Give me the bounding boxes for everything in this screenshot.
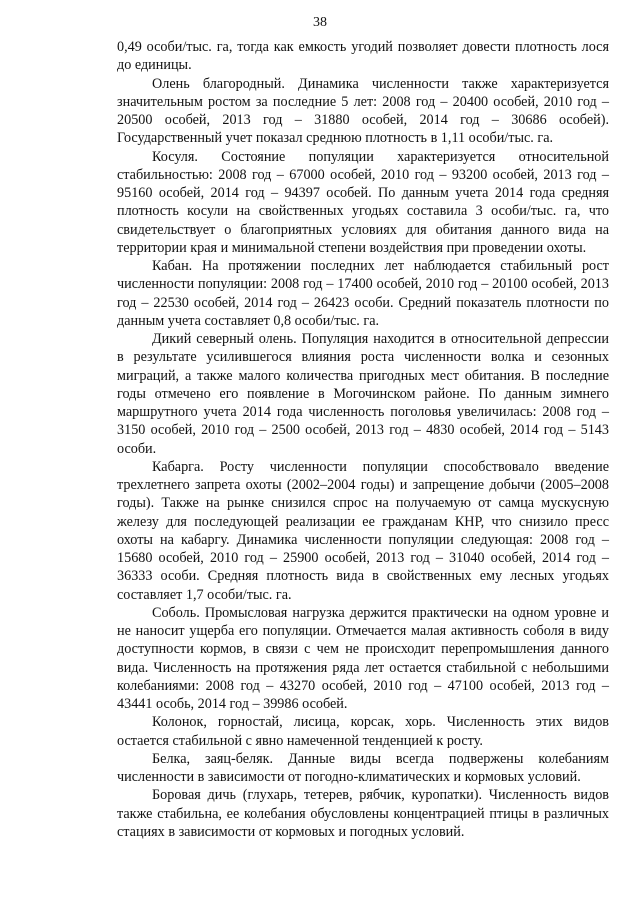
- paragraph-upland-game: Боровая дичь (глухарь, тетерев, рябчик, куропатки). Численность видов также стабильна, ее колебания обусловлены концентрацией птицы в различных стациях в зависимости от кормовых и погодных условий.: [117, 787, 609, 840]
- paragraph-sable: Соболь. Промысловая нагрузка держится практически на одном уровне и не наносит ущерба его популяции. Отмечается малая активность соболя в виду доступности кормов, в связи с чем не происходит перепромышления данного вида. Численность на протяжения ряда лет остается стабильной с небольшими колебаниями: 2008 год – 43270 особей, 2010 год – 47100 особей, 2013 год – 43441 особь, 2014 год – 39986 особей.: [117, 604, 609, 712]
- page-number: 38: [313, 15, 327, 30]
- paragraph-squirrel-hare: Белка, заяц-беляк. Данные виды всегда подвержены колебаниям численности в зависимости от погодно-климатических и кормовых условий.: [117, 750, 609, 785]
- paragraph-musk-deer: Кабарга. Росту численности популяции способствовало введение трехлетнего запрета охоты (2002–2004 годы) и запрещение добычи (2005–2008 годы). Также на рынке снизился спрос на получаемую от самца мускусную железу для последующей реализации ее гражданам КНР, что снизило пресс охоты на кабаргу. Динамика численности популяции следующая: 2008 год – 15680 особей, 2010 год – 25900 особей, 2013 год – 31040 особей, 2014 год – 36333 особи. Средняя плотность вида в свойственных ему лесных угодьях составляет 1,7 особи/тыс. га.: [117, 458, 609, 603]
- paragraph-reindeer: Дикий северный олень. Популяция находится в относительной депрессии в результате усилившегося влияния роста численности волка и сезонных миграций, а также малого количества пригодных мест обитания. В последние годы отмечено его появление в Могочинском районе. По данным зимнего маршрутного учета 2014 года численность поголовья увеличилась: 2008 год – 3150 особей, 2010 год – 2500 особей, 2013 год – 4830 особей, 2014 год – 5143 особи.: [117, 331, 609, 457]
- paragraph-roe-deer: Косуля. Состояние популяции характеризуется относительной стабильностью: 2008 год – 67000 особей, 2010 год – 93200 особей, 2013 год – 95160 особей, 2014 год – 94397 особей. По данным учета 2014 года средняя плотность косули на свойственных угодьях составила 3 особи/тыс. га, что свидетельствует о благоприятных условиях для обитания данного вида на территории края и минимальной степени воздействия при проведении охоты.: [117, 148, 609, 256]
- body-text: [117, 38, 609, 841]
- paragraph-red-deer: Олень благородный. Динамика численности также характеризуется значительным ростом за последние 5 лет: 2008 год – 20400 особей, 2010 год – 20500 особей, 2013 год – 31880 особей, 2014 год – 30686 особей). Государственный учет показал среднюю плотность в 1,11 особи/тыс. га.: [117, 75, 609, 147]
- paragraph-small-predators: Колонок, горностай, лисица, корсак, хорь. Численность этих видов остается стабильной с явно намеченной тенденцией к росту.: [117, 714, 609, 749]
- paragraph-moose-density: 0,49 особи/тыс. га, тогда как емкость угодий позволяет довести плотность лося до единицы.: [117, 39, 609, 74]
- paragraph-wild-boar: Кабан. На протяжении последних лет наблюдается стабильный рост численности популяции: 2008 год – 17400 особей, 2010 год – 20100 особей, 2013 год – 22530 особей, 2014 год – 26423 особи. Средний показатель плотности по данным учета составляет 0,8 особи/тыс. га.: [117, 258, 609, 329]
